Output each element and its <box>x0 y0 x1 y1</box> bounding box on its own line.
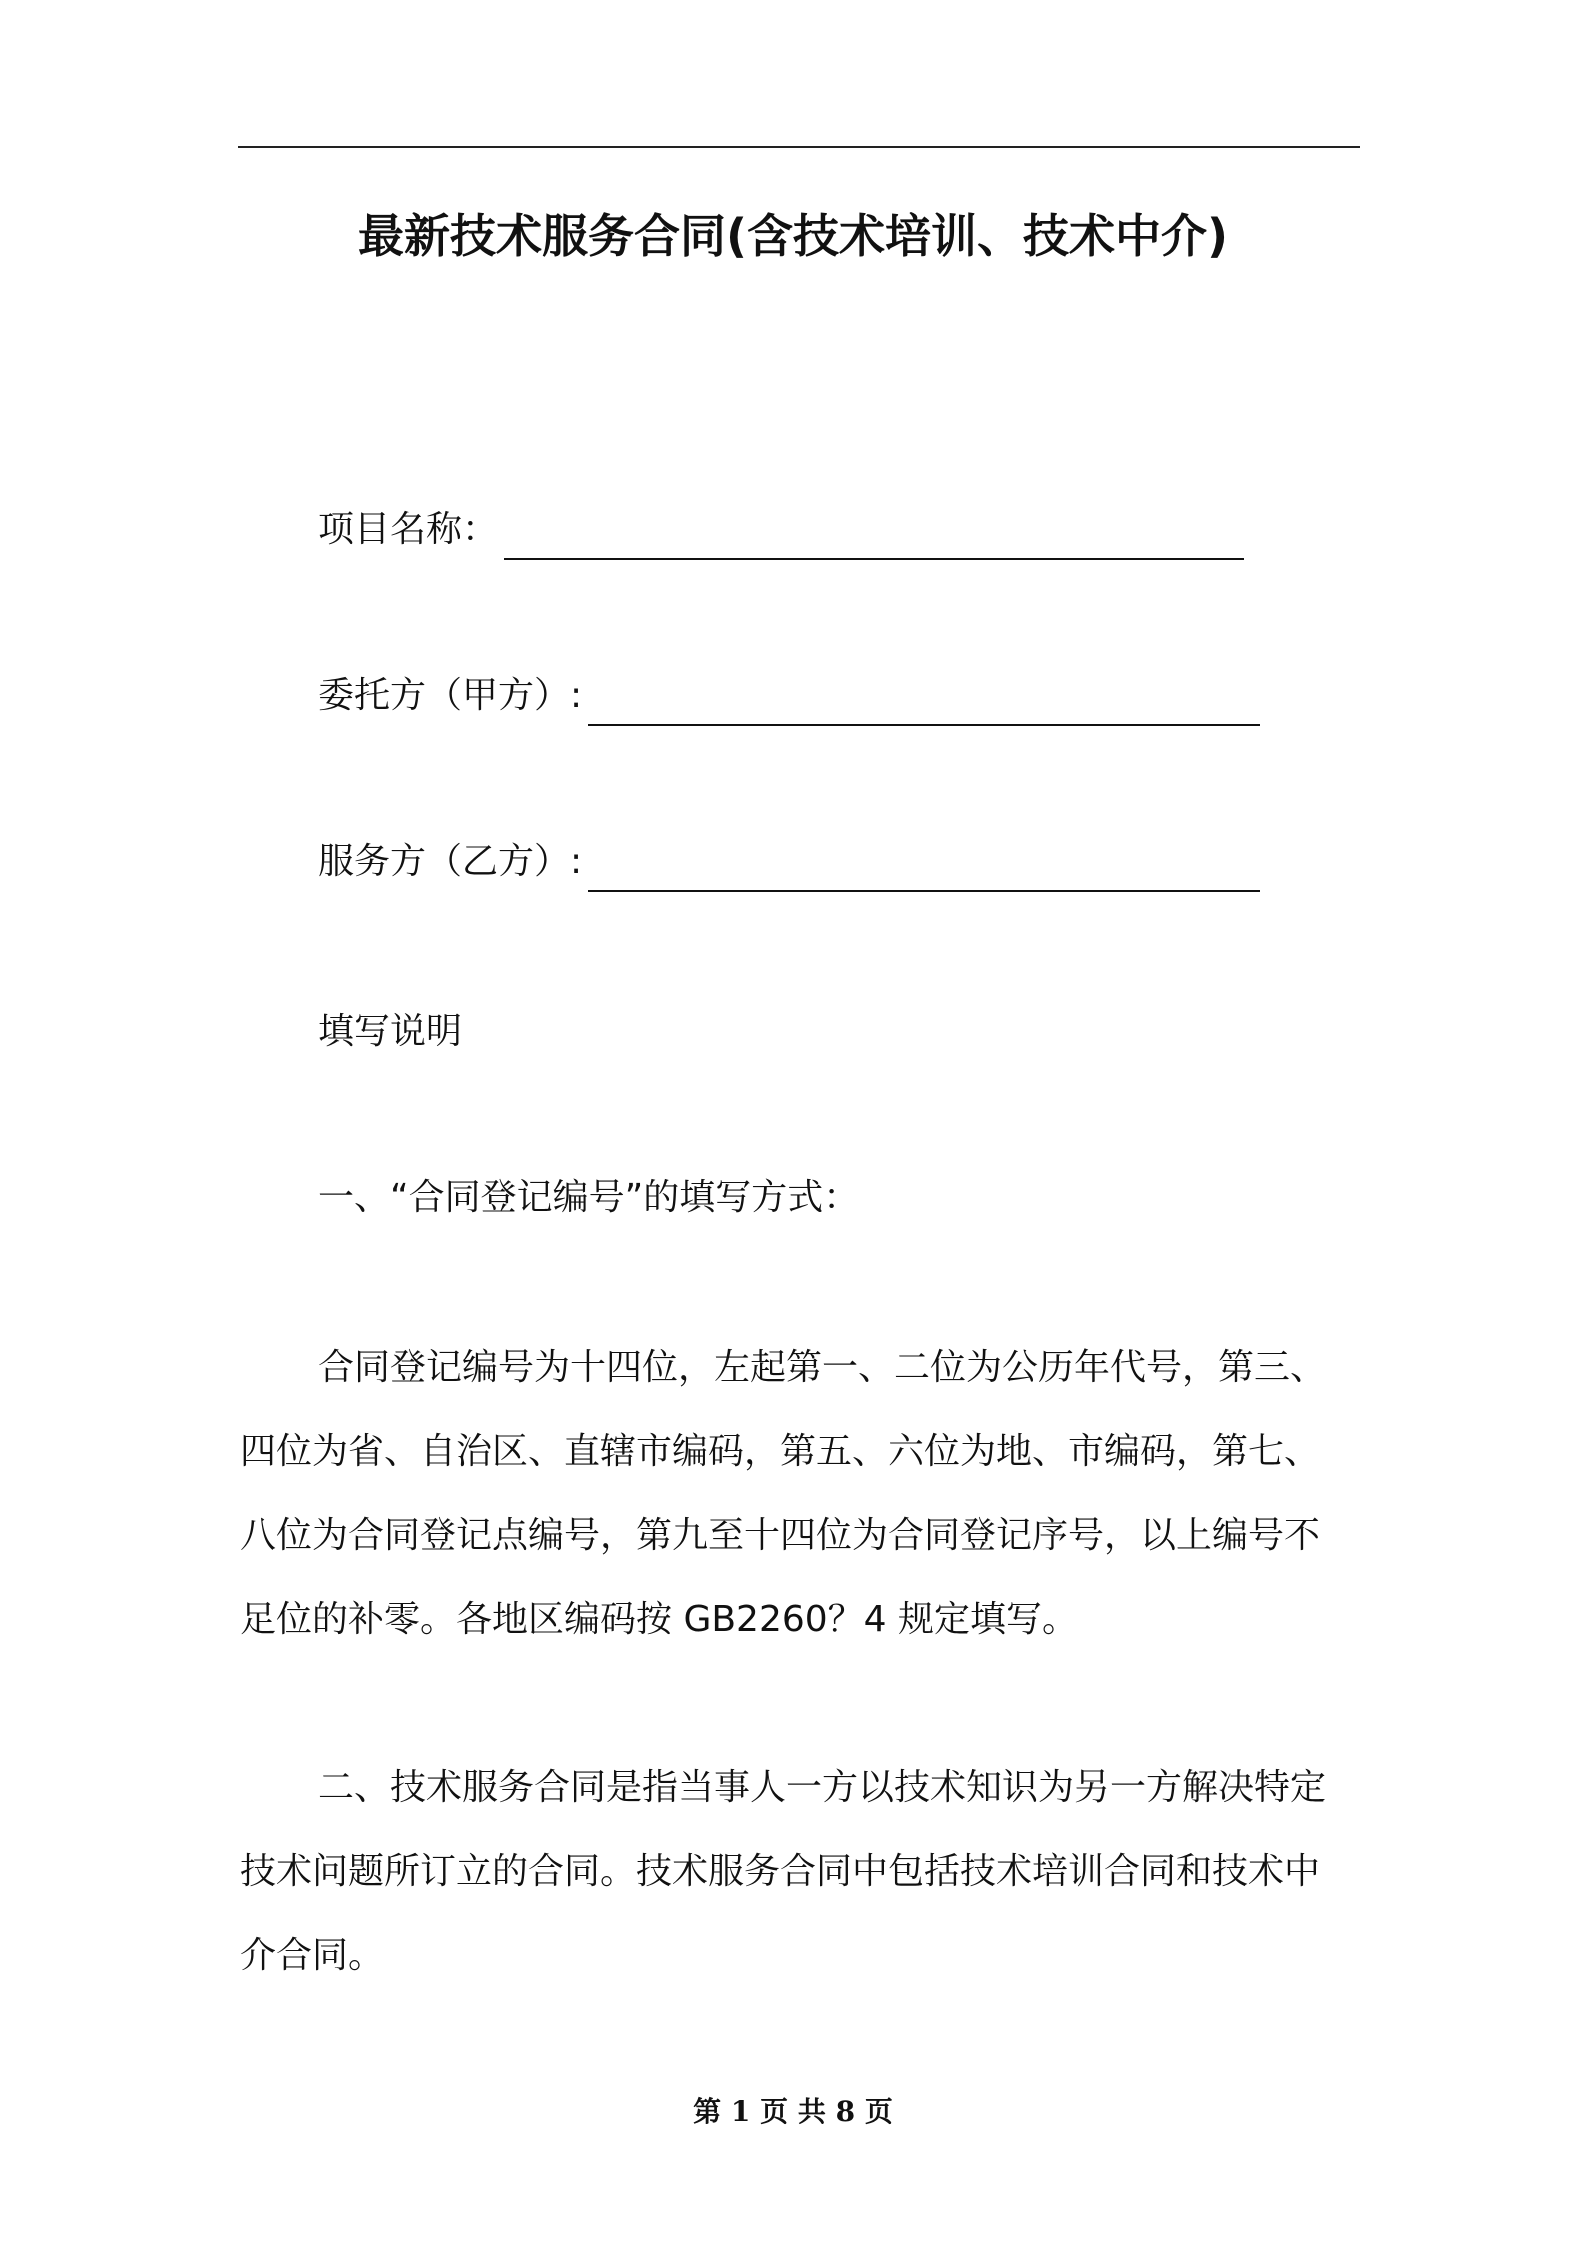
header-rule <box>238 146 1360 148</box>
section2-line: 技术问题所订立的合同。技术服务合同中包括技术培训合同和技术中 <box>240 1851 1321 1892</box>
section2-line: 介合同。 <box>240 1935 385 1976</box>
section1-line: 八位为合同登记点编号，第九至十四位为合同登记序号，以上编号不 <box>240 1515 1321 1556</box>
page-footer: 第 1 页 共 8 页 <box>693 2095 893 2128</box>
section2-line: 二、技术服务合同是指当事人一方以技术知识为另一方解决特定 <box>318 1767 1327 1808</box>
client-field <box>318 666 1260 726</box>
section1-line: 四位为省、自治区、直辖市编码，第五、六位为地、市编码，第七、 <box>240 1431 1321 1472</box>
instructions-heading: 填写说明 <box>318 1011 463 1052</box>
project-name-label: 项目名称： <box>318 509 499 550</box>
section1-line: 足位的补零。各地区编码按 GB2260？4 规定填写。 <box>240 1599 1079 1640</box>
section2-paragraph <box>240 1746 1360 1998</box>
client-blank[interactable] <box>588 680 1260 726</box>
project-name-field <box>318 500 1244 560</box>
provider-field <box>318 832 1260 892</box>
section1-paragraph <box>240 1326 1360 1662</box>
section1-heading: 一、“合同登记编号”的填写方式： <box>318 1177 860 1218</box>
provider-blank[interactable] <box>588 846 1260 892</box>
project-name-blank[interactable] <box>504 514 1244 560</box>
document-title: 最新技术服务合同(含技术培训、技术中介) <box>357 209 1229 263</box>
provider-label: 服务方（乙方）: <box>318 841 583 882</box>
section1-line: 合同登记编号为十四位，左起第一、二位为公历年代号，第三、 <box>318 1347 1327 1388</box>
client-label: 委托方（甲方）: <box>318 675 583 716</box>
